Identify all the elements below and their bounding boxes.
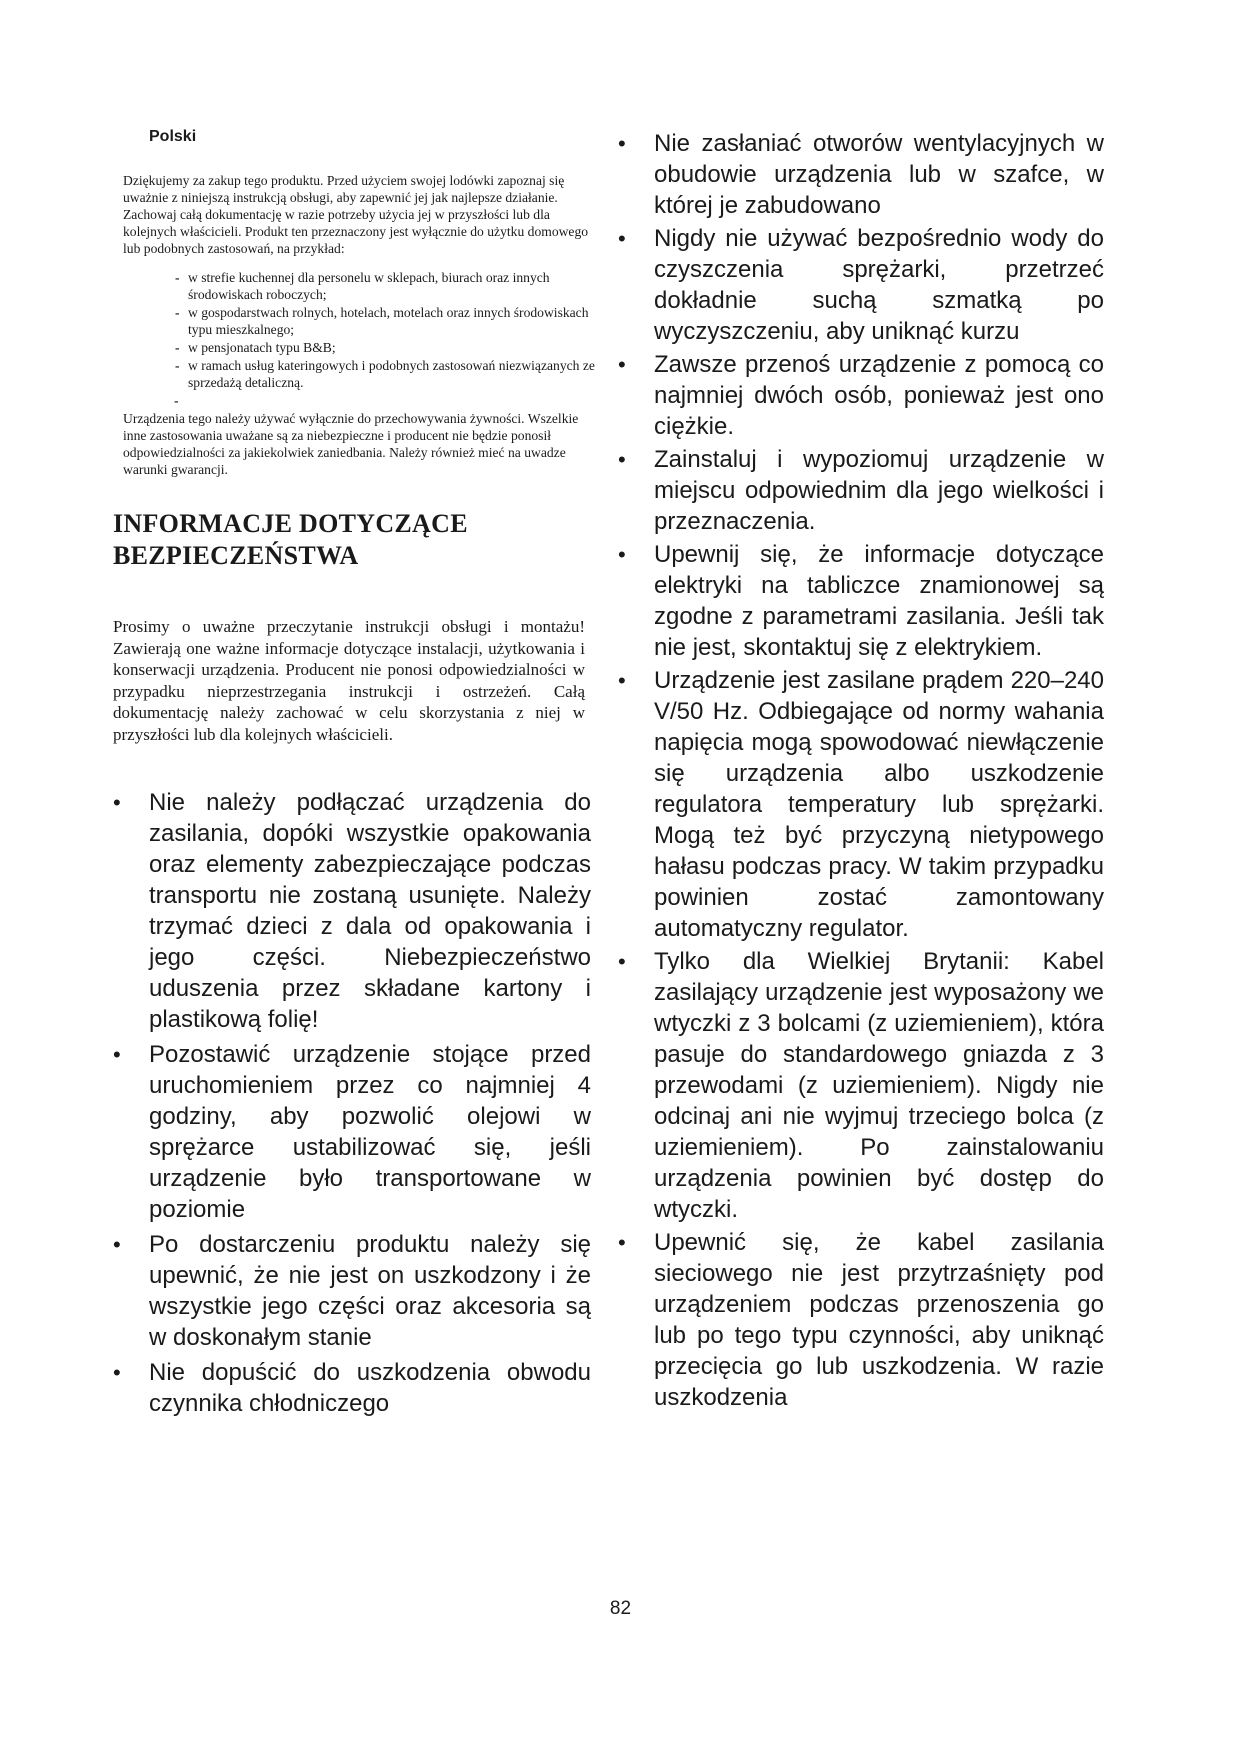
language-label: Polski xyxy=(149,128,197,145)
usage-item: - w gospodarstwach rolnych, hotelach, motelach oraz innych środowiskach typu mieszkalnego; xyxy=(168,304,598,338)
bullet-item: • Nie dopuścić do uszkodzenia obwodu czynnika chłodniczego xyxy=(113,1357,591,1419)
conditions-paragraph: Urządzenia tego należy używać wyłącznie do przechowywania żywności. Wszelkie inne zastosowania uważane są za niebezpieczne i producent nie będzie ponosił odpowiedzialności za jakiekolwiek zaniedbania. Należy również mieć na uwadze warunki gwarancji. xyxy=(123,411,579,477)
bullet-item: • Nie zasłaniać otworów wentylacyjnych w obudowie urządzenia lub w szafce, w której je zabudowano xyxy=(618,128,1104,221)
right-column xyxy=(618,128,1104,1415)
usage-item: - w strefie kuchennej dla personelu w sklepach, biurach oraz innych środowiskach roboczych; xyxy=(168,269,598,303)
usage-item-empty xyxy=(167,392,598,404)
usage-item: - w pensjonatach typu B&B; xyxy=(168,339,598,356)
bullet-item: • Upewnij się, że informacje dotyczące elektryki na tabliczce znamionowej są zgodne z parametrami zasilania. Jeśli tak nie jest, skontaktuj się z elektrykiem. xyxy=(618,539,1104,663)
bullet-item: • Pozostawić urządzenie stojące przed uruchomieniem przez co najmniej 4 godziny, aby pozwolić olejowi w sprężarce ustabilizować się, jeśli urządzenie było transportowane w poziomie xyxy=(113,1039,591,1225)
bullet-item: • Tylko dla Wielkiej Brytanii: Kabel zasilający urządzenie jest wyposażony we wtyczki z 3 bolcami (z uziemieniem), która pasuje do standardowego gniazda z 3 przewodami (z uziemieniem). Nigdy nie odcinaj ani nie wyjmuj trzeciego bolca (z uziemieniem). Po zainstalowaniu urządzenia powinien być dostęp do wtyczki. xyxy=(618,946,1104,1225)
bullet-item: • Urządzenie jest zasilane prądem 220–240 V/50 Hz. Odbiegające od normy wahania napięcia mogą spowodować niewłączenie się urządzenia albo uszkodzenie regulatora temperatury lub sprężarki. Mogą też być przyczyną nietypowego hałasu podczas pracy. W takim przypadku powinien zostać zamontowany automatyczny regulator. xyxy=(618,665,1104,944)
left-column xyxy=(113,128,593,1423)
bullet-item: • Upewnić się, że kabel zasilania sieciowego nie jest przytrzaśnięty pod urządzeniem podczas przenoszenia go lub po tego typu czynności, aby uniknąć przecięcia go lub uszkodzenia. W razie uszkodzenia xyxy=(618,1227,1104,1413)
bullet-item: • Zawsze przenoś urządzenie z pomocą co najmniej dwóch osób, ponieważ jest ono ciężkie. xyxy=(618,349,1104,442)
page-number: 82 xyxy=(609,1598,632,1619)
bullet-item: • Zainstaluj i wypoziomuj urządzenie w miejscu odpowiednim dla jego wielkości i przeznaczenia. xyxy=(618,444,1104,537)
left-bullet-list xyxy=(113,787,591,1419)
right-bullet-list xyxy=(618,128,1104,1413)
bullet-item: • Po dostarczeniu produktu należy się upewnić, że nie jest on uszkodzony i że wszystkie jego części oraz akcesoria są w doskonałym stanie xyxy=(113,1229,591,1353)
safety-heading: INFORMACJE DOTYCZĄCE BEZPIECZEŃSTWA xyxy=(113,509,468,570)
usage-item: - w ramach usług kateringowych i podobnych zastosowań niezwiązanych ze sprzedażą detaliczną. xyxy=(168,357,598,391)
intro-paragraph: Dziękujemy za zakup tego produktu. Przed użyciem swojej lodówki zapoznaj się uważnie z niniejszą instrukcją obsługi, aby zapewnić jej jak najlepsze działanie. Zachowaj całą dokumentację w razie potrzeby użycia jej w przyszłości lub dla kolejnych właścicieli. Produkt ten przeznaczony jest wyłącznie do użytku domowego lub podobnych zastosowań, na przykład: xyxy=(123,173,589,256)
usage-list xyxy=(168,269,598,404)
safety-notice: Prosimy o uważne przeczytanie instrukcji obsługi i montażu! Zawierają one ważne informacje dotyczące instalacji, użytkowania i konserwacji urządzenia. Producent nie ponosi odpowiedzialności w przypadku nieprzestrzegania instrukcji i ostrzeżeń. Całą dokumentację należy zachować w celu skorzystania z niej w przyszłości lub dla kolejnych właścicieli. xyxy=(113,617,585,744)
bullet-item: • Nigdy nie używać bezpośrednio wody do czyszczenia sprężarki, przetrzeć dokładnie suchą szmatką po wyczyszczeniu, aby uniknąć kurzu xyxy=(618,223,1104,347)
bullet-item: • Nie należy podłączać urządzenia do zasilania, dopóki wszystkie opakowania oraz elementy zabezpieczające podczas transportu nie zostaną usunięte. Należy trzymać dzieci z dala od opakowania i jego części. Niebezpieczeństwo uduszenia przez składane kartony i plastikową folię! xyxy=(113,787,591,1035)
